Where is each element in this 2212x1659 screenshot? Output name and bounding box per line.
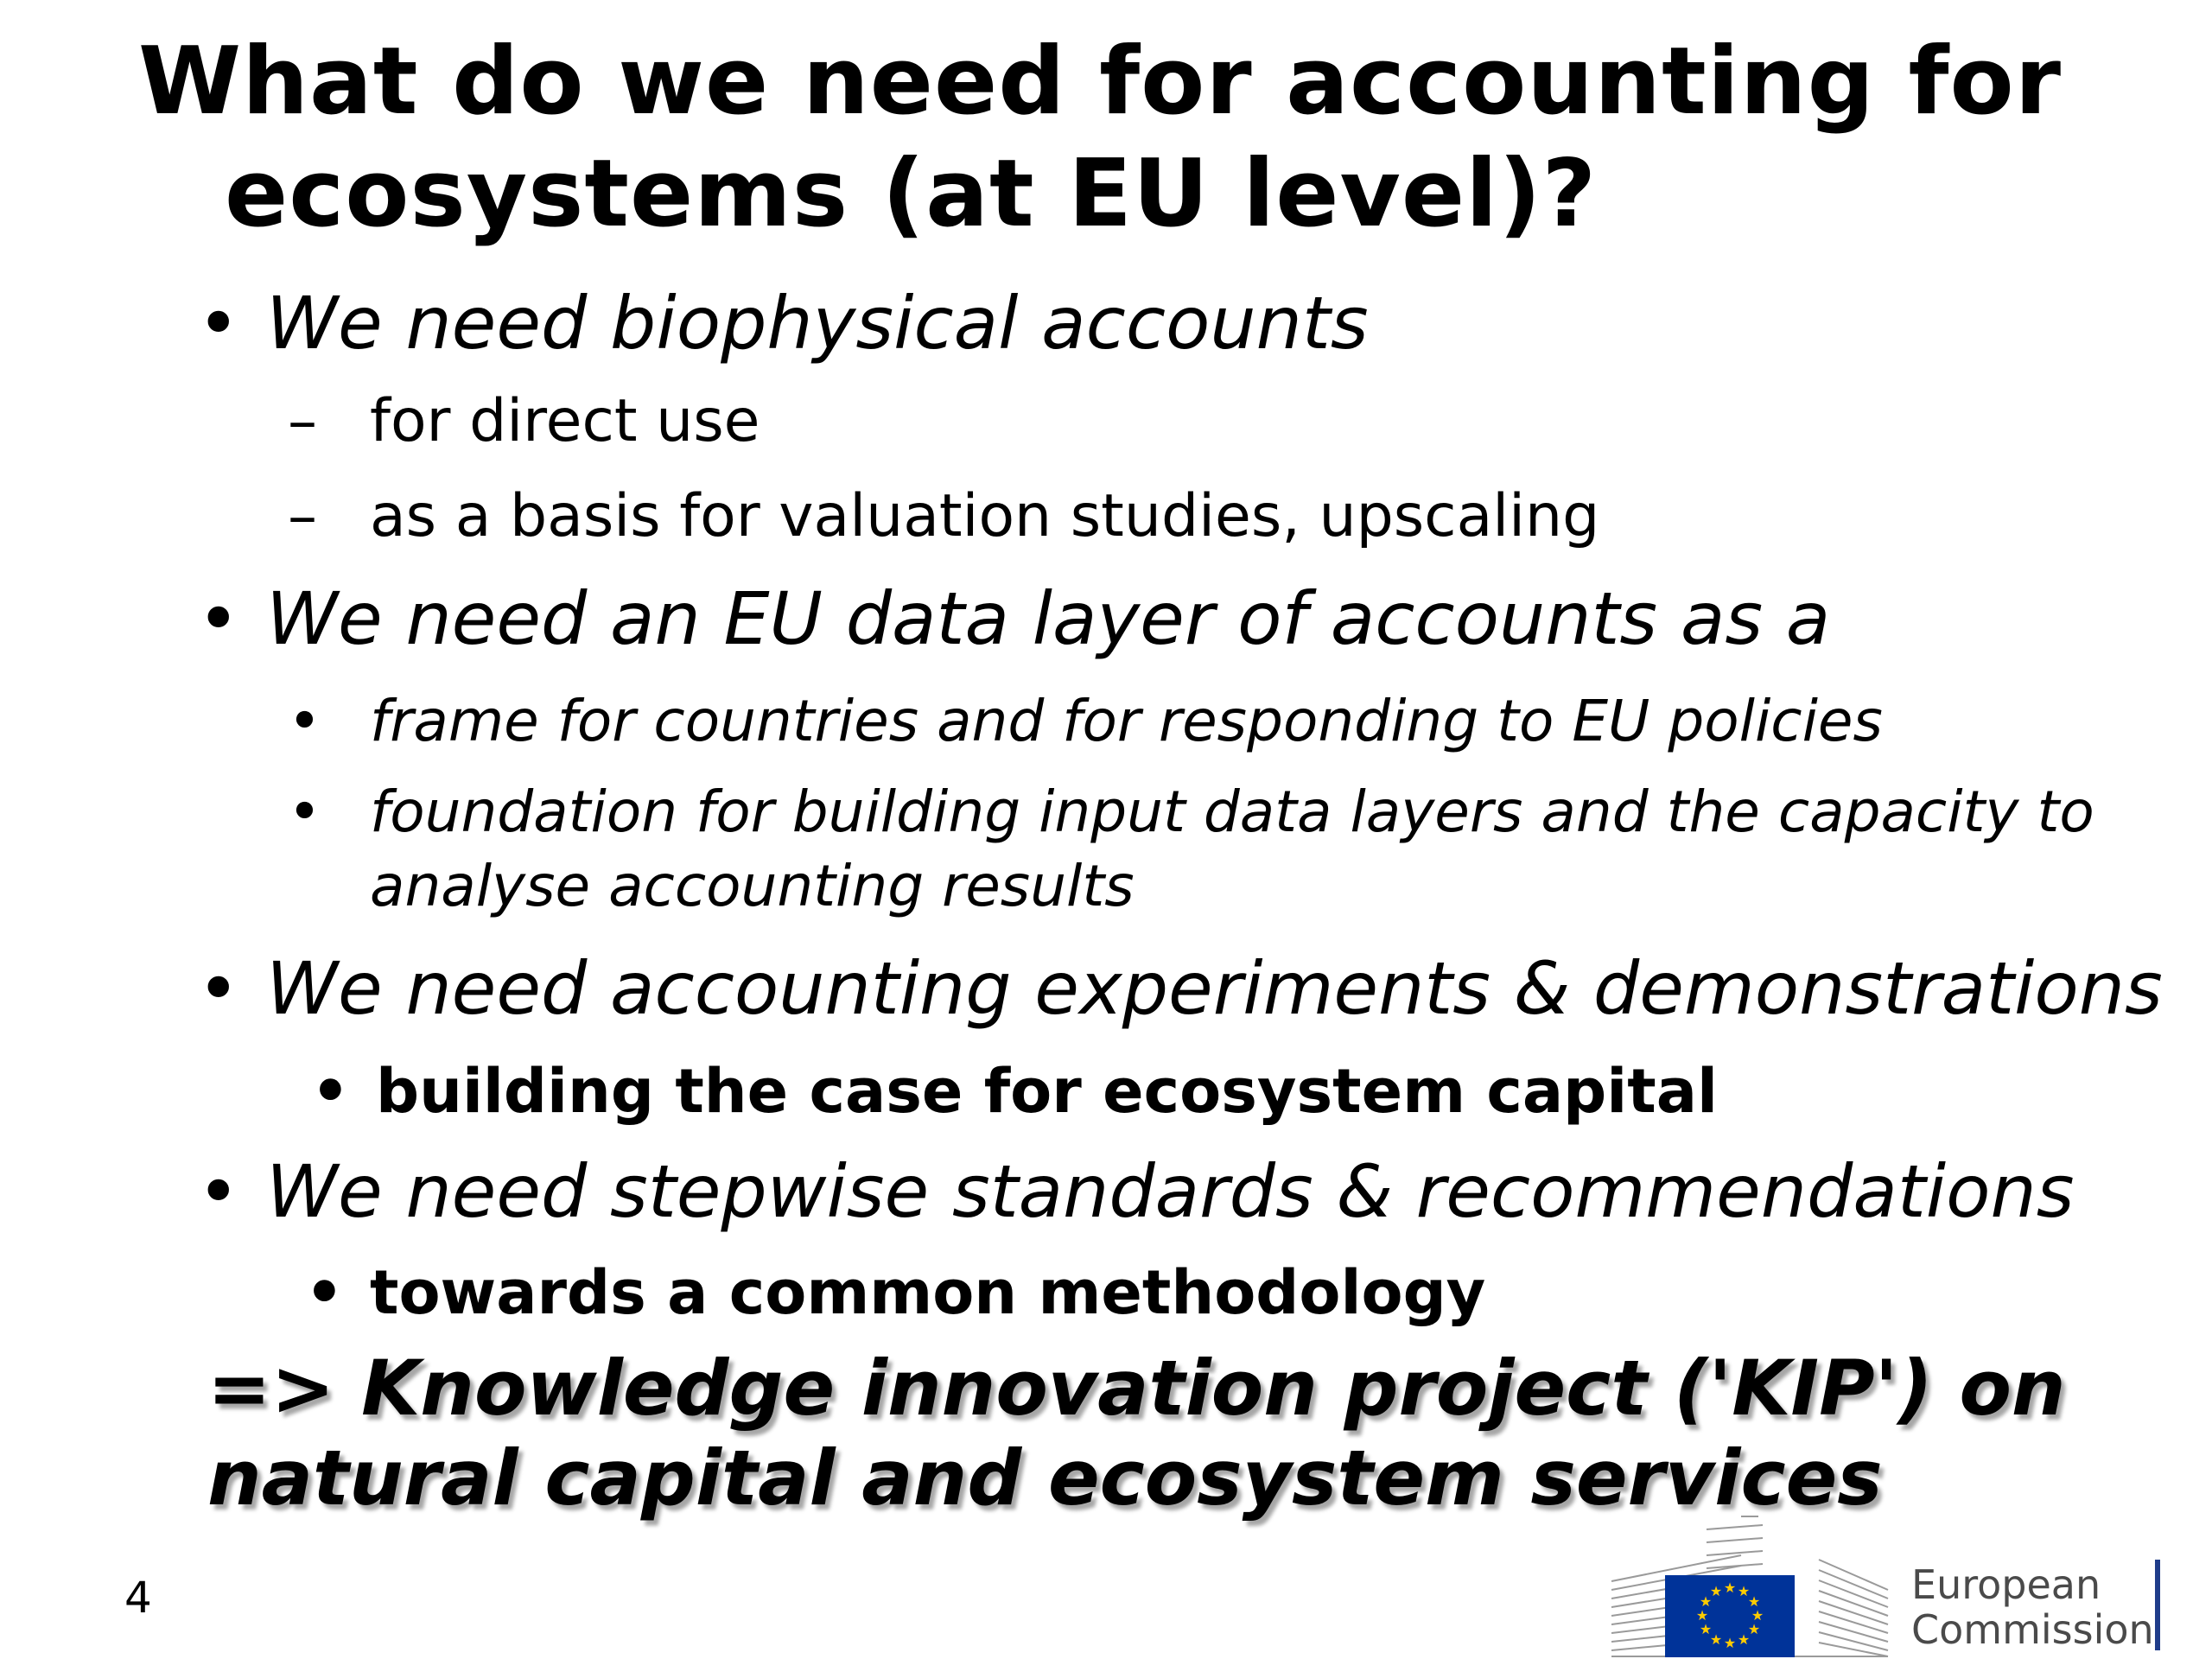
bullet-eu-data-layer bbox=[197, 576, 1831, 661]
logo-wordmark bbox=[1911, 1562, 2154, 1652]
svg-text:★: ★ bbox=[1699, 1621, 1713, 1637]
bullet-marker: • bbox=[288, 688, 321, 754]
bullet-text: We need stepwise standards & recommendations bbox=[266, 1149, 2075, 1234]
conclusion-line-1: => Knowledge innovation project ('KIP') on bbox=[207, 1344, 2066, 1433]
logo-divider-bar bbox=[2155, 1560, 2160, 1650]
subitem-text: as a basis for valuation studies, upscaling bbox=[370, 482, 1600, 550]
bullet-accounting-experiments bbox=[197, 946, 2163, 1031]
svg-text:★: ★ bbox=[1751, 1607, 1764, 1624]
bullet-marker: • bbox=[305, 1257, 344, 1328]
conclusion-statement bbox=[207, 1344, 2066, 1523]
svg-text:★: ★ bbox=[1709, 1631, 1723, 1648]
svg-text:★: ★ bbox=[1737, 1583, 1751, 1599]
svg-text:★: ★ bbox=[1695, 1607, 1709, 1624]
svg-text:★: ★ bbox=[1709, 1583, 1723, 1599]
subitem-foundation-data-layers bbox=[288, 775, 2212, 924]
bullet-marker: • bbox=[197, 281, 240, 365]
logo-line-2: Commission bbox=[1911, 1606, 2154, 1653]
dash-marker: – bbox=[288, 482, 317, 550]
subitem-text: towards a common methodology bbox=[370, 1257, 1486, 1328]
subitem-text: frame for countries and for responding to EU policies bbox=[370, 688, 1883, 754]
bullet-biophysical-accounts bbox=[197, 281, 1369, 365]
subitem-text: foundation for building input data layers and the capacity to analyse accounting results bbox=[370, 779, 2094, 919]
subitem-text: for direct use bbox=[370, 387, 760, 455]
page-number: 4 bbox=[124, 1573, 152, 1623]
subitem-ecosystem-capital bbox=[311, 1056, 1718, 1127]
svg-text:★: ★ bbox=[1723, 1635, 1737, 1651]
slide-title bbox=[138, 26, 2126, 251]
conclusion-line-2: natural capital and ecosystem services bbox=[207, 1433, 1883, 1522]
logo-line-1: European bbox=[1911, 1561, 2101, 1608]
bullet-stepwise-standards bbox=[197, 1149, 2075, 1234]
subitem-valuation-basis bbox=[288, 482, 1600, 550]
svg-text:★: ★ bbox=[1747, 1593, 1761, 1610]
bullet-text: We need biophysical accounts bbox=[266, 281, 1369, 365]
bullet-text: We need accounting experiments & demonstrations bbox=[266, 946, 2163, 1031]
bullet-marker: • bbox=[197, 576, 240, 661]
subitem-frame-for-countries bbox=[288, 684, 2212, 759]
bullet-marker: • bbox=[311, 1056, 350, 1127]
svg-text:★: ★ bbox=[1699, 1593, 1713, 1610]
slide-title-line-2: ecosystems (at EU level)? bbox=[225, 140, 1598, 248]
bullet-text: We need an EU data layer of accounts as a bbox=[266, 576, 1831, 661]
eu-flag-icon bbox=[1665, 1575, 1795, 1657]
svg-text:★: ★ bbox=[1737, 1631, 1751, 1648]
bullet-marker: • bbox=[197, 946, 240, 1031]
slide-title-line-1: What do we need for accounting for bbox=[138, 28, 2062, 136]
svg-text:★: ★ bbox=[1747, 1621, 1761, 1637]
bullet-marker: • bbox=[197, 1149, 240, 1234]
subitem-direct-use bbox=[288, 387, 760, 455]
bullet-marker: • bbox=[288, 779, 321, 845]
subitem-text: building the case for ecosystem capital bbox=[376, 1056, 1718, 1127]
svg-text:★: ★ bbox=[1723, 1580, 1737, 1596]
subitem-common-methodology bbox=[305, 1257, 1486, 1328]
dash-marker: – bbox=[288, 387, 317, 455]
